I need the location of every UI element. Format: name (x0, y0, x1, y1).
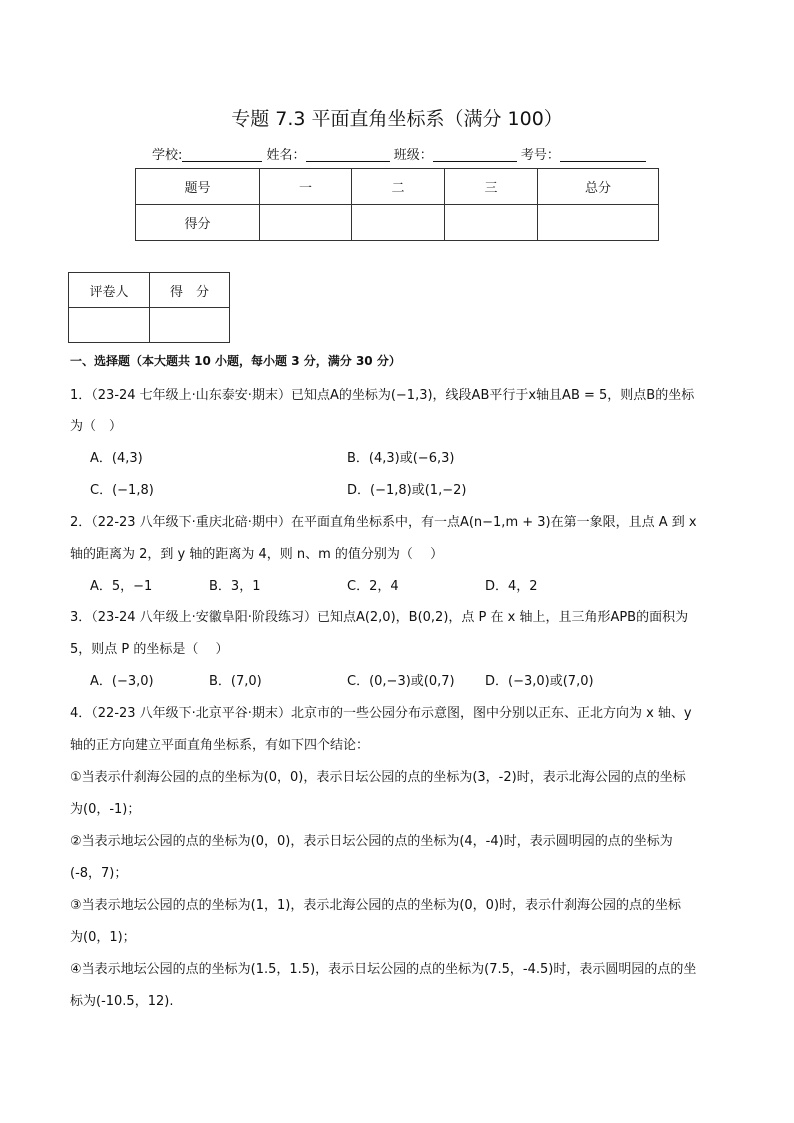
exam-no-blank[interactable] (560, 147, 646, 162)
question-2-option-c[interactable]: C．2，4 (347, 579, 399, 594)
question-2-line-1: 2．（22-23 八年级下·重庆北碚·期中）在平面直角坐标系中，有一点A(n−1,m + 3)在第一象限，且点 A 到 x (70, 515, 697, 530)
grader-table (68, 272, 230, 343)
question-2-option-b[interactable]: B．3，1 (209, 579, 261, 594)
question-1-option-b[interactable]: B．(4,3)或(−6,3) (347, 451, 455, 466)
question-1-line-2: 为（ ） (70, 419, 123, 434)
name-label: 姓名： (266, 148, 306, 163)
student-info-row (152, 144, 646, 163)
question-3-line-1: 3．（23-24 八年级上·安徽阜阳·阶段练习）已知点A(2,0)，B(0,2)，点 P 在 x 轴上，且三角形APB的面积为 (70, 610, 689, 625)
conclusion-3-line-2: 为(0，1)； (70, 930, 136, 945)
conclusion-1-line-2: 为(0，-1)； (70, 802, 141, 817)
score-cell[interactable] (260, 205, 352, 241)
score-table-header-row (136, 169, 659, 205)
question-2-line-2: 轴的距离为 2，到 y 轴的距离为 4，则 n、m 的值分别为（ ） (70, 547, 444, 562)
question-3-line-2: 5，则点 P 的坐标是（ ） (70, 642, 229, 657)
grader-header-cell: 评卷人 (69, 273, 150, 308)
question-4-line-1: 4．（22-23 八年级下·北京平谷·期末）北京市的一些公园分布示意图，图中分别以正东、正北方向为 x 轴、y (70, 706, 692, 721)
school-label: 学校: (152, 148, 183, 163)
score-header-cell: 一 (260, 169, 352, 205)
school-blank[interactable] (182, 147, 262, 162)
grader-table-header-row (69, 273, 230, 308)
class-label: 班级： (393, 148, 433, 163)
score-header-cell: 二 (352, 169, 445, 205)
question-3-option-a[interactable]: A．(−3,0) (90, 674, 154, 689)
conclusion-4-line-1: ④当表示地坛公园的点的坐标为(1.5，1.5)，表示日坛公园的点的坐标为(7.5，-4.5)时，表示圆明园的点的坐 (70, 962, 697, 977)
grader-table-row (69, 308, 230, 343)
score-table (135, 168, 659, 241)
conclusion-2-line-1: ②当表示地坛公园的点的坐标为(0，0)，表示日坛公园的点的坐标为(4，-4)时，表示圆明园的点的坐标为 (70, 834, 673, 849)
score-cell[interactable] (445, 205, 538, 241)
conclusion-1-line-1: ①当表示什刹海公园的点的坐标为(0，0)，表示日坛公园的点的坐标为(3，-2)时，表示北海公园的点的坐标 (70, 770, 686, 785)
question-1-option-c[interactable]: C．(−1,8) (90, 483, 154, 498)
grader-cell[interactable] (150, 308, 230, 343)
exam-no-label: 考号： (520, 148, 560, 163)
grader-cell[interactable] (69, 308, 150, 343)
conclusion-3-line-1: ③当表示地坛公园的点的坐标为(1，1)，表示北海公园的点的坐标为(0，0)时，表示什刹海公园的点的坐标 (70, 898, 682, 913)
question-1-option-a[interactable]: A．(4,3) (90, 451, 143, 466)
conclusion-2-line-2: (-8，7)； (70, 866, 128, 881)
score-row-label: 得分 (136, 205, 260, 241)
question-2-option-a[interactable]: A．5，−1 (90, 579, 153, 594)
question-3-option-d[interactable]: D．(−3,0)或(7,0) (485, 674, 594, 689)
question-4-line-2: 轴的正方向建立平面直角坐标系，有如下四个结论： (70, 738, 370, 753)
question-3-option-c[interactable]: C．(0,−3)或(0,7) (347, 674, 455, 689)
score-header-cell: 总分 (538, 169, 659, 205)
score-cell[interactable] (538, 205, 659, 241)
question-1-option-d[interactable]: D．(−1,8)或(1,−2) (347, 483, 467, 498)
score-cell[interactable] (352, 205, 445, 241)
score-header-cell: 三 (445, 169, 538, 205)
question-2-option-d[interactable]: D．4，2 (485, 579, 538, 594)
score-table-row (136, 205, 659, 241)
conclusion-4-line-2: 标为(-10.5，12). (70, 994, 174, 1009)
name-blank[interactable] (306, 147, 390, 162)
class-blank[interactable] (433, 147, 517, 162)
question-1-line-1: 1．（23-24 七年级上·山东泰安·期末）已知点A的坐标为(−1,3)，线段AB平行于x轴且AB = 5，则点B的坐标 (70, 388, 695, 403)
question-3-option-b[interactable]: B．(7,0) (209, 674, 262, 689)
grader-header-cell: 得 分 (150, 273, 230, 308)
section-heading: 一、选择题（本大题共 10 小题，每小题 3 分，满分 30 分） (70, 354, 401, 368)
page-title: 专题 7.3 平面直角坐标系（满分 100） (231, 108, 563, 130)
score-header-cell: 题号 (136, 169, 260, 205)
